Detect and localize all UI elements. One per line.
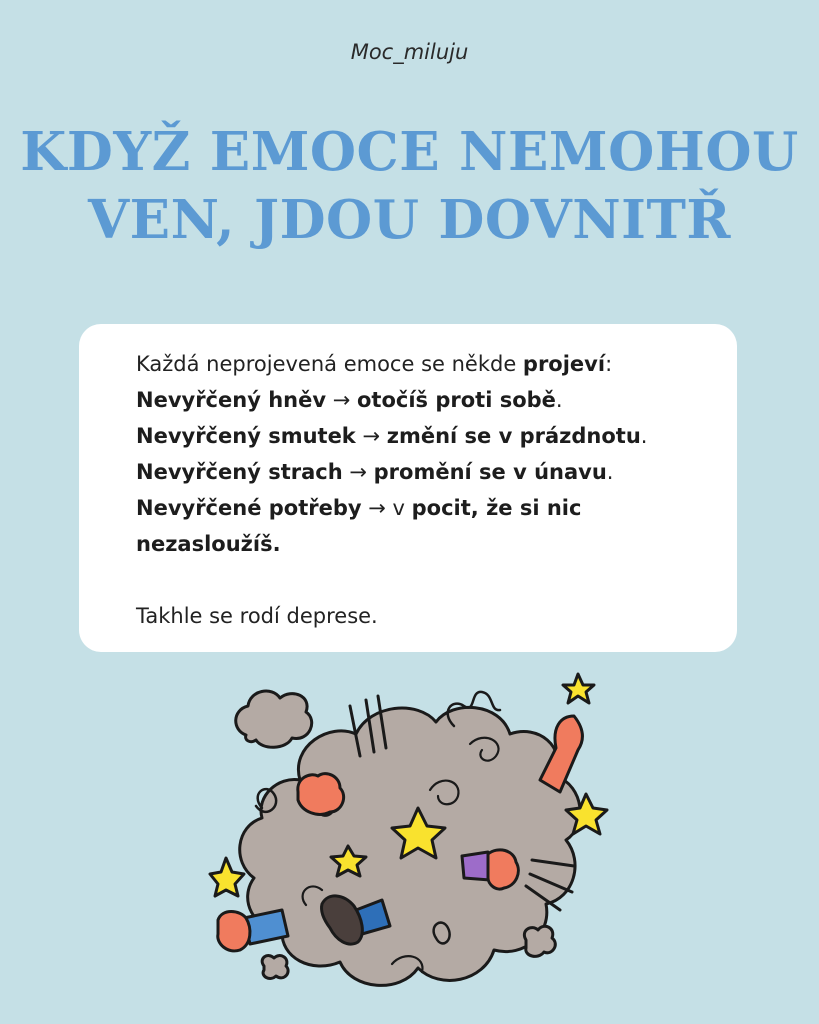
puff-icon: [524, 926, 555, 956]
page-title: [20, 118, 799, 254]
closing-line: Takhle se rodí deprese.: [136, 604, 378, 628]
title-line-2: VEN, JDOU DOVNITŘ: [88, 189, 731, 251]
fist-icon: [298, 774, 344, 815]
purple-sleeve-icon: [462, 852, 490, 880]
anger-line: Nevyřčený hněv → otočíš proti sobě.: [136, 388, 563, 412]
fist-icon: [488, 850, 518, 889]
fear-line: Nevyřčený strach → promění se v únavu.: [136, 460, 614, 484]
star-icon: [563, 674, 594, 703]
fist-icon: [218, 912, 250, 951]
sadness-line: Nevyřčený smutek → změní se v prázdnotu.: [136, 424, 648, 448]
fight-cloud-illustration: [0, 660, 819, 1024]
puff-icon: [262, 956, 288, 979]
spacer: [136, 562, 697, 598]
small-cloud-icon: [236, 691, 312, 747]
intro-line: Každá neprojevená emoce se někde projeví:: [136, 352, 613, 376]
title-line-1: KDYŽ EMOCE NEMOHOU: [20, 121, 799, 183]
account-handle: Moc_miluju: [350, 40, 469, 64]
needs-line: Nevyřčené potřeby → v pocit, že si nic nezasloužíš.: [136, 496, 582, 556]
text-card: [79, 324, 737, 652]
star-icon: [210, 858, 244, 896]
